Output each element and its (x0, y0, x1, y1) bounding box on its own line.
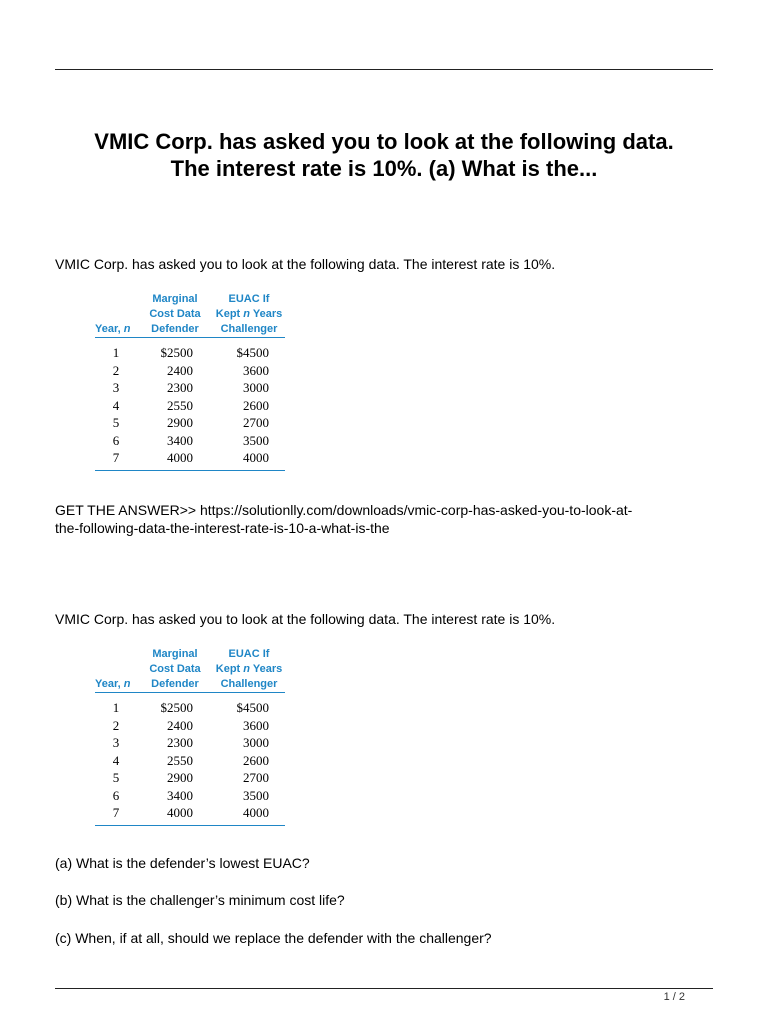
question-a: (a) What is the defender’s lowest EUAC? (55, 855, 310, 871)
table-row: 1 $2500 $4500 (112, 345, 269, 360)
header-year: Year, n (95, 678, 131, 690)
answer-line-1[interactable]: GET THE ANSWER>> https://solutionlly.com/downloads/vmic-corp-has-asked-you-to-look-at- (55, 502, 633, 518)
table-row: 6 3400 3500 (112, 787, 269, 803)
intro-paragraph-repeat: VMIC Corp. has asked you to look at the following data. The interest rate is 10%. (55, 611, 556, 627)
data-table-1 (95, 292, 285, 471)
page-title (55, 128, 713, 182)
table-row: 4 2550 2600 (112, 397, 269, 413)
table-row: 3 2300 3000 (112, 380, 269, 395)
table-body (95, 693, 285, 826)
answer-line-2[interactable]: the-following-data-the-interest-rate-is-10-a-what-is-the (55, 520, 390, 536)
table-row: 6 3400 3500 (112, 432, 269, 448)
title-line-2: The interest rate is 10%. (a) What is the... (170, 156, 598, 181)
page-number: 1 / 2 (663, 991, 685, 1003)
answer-link-paragraph[interactable] (55, 501, 715, 537)
header-challenger: EUAC If Kept n Years Challenger (215, 293, 283, 335)
header-challenger: EUAC If Kept n Years Challenger (215, 648, 283, 690)
table-row: 4 2550 2600 (112, 752, 269, 768)
data-table-2 (95, 647, 285, 826)
title-line-1: VMIC Corp. has asked you to look at the following data. (94, 129, 674, 154)
intro-paragraph: VMIC Corp. has asked you to look at the following data. The interest rate is 10%. (55, 256, 556, 272)
table-row: 3 2300 3000 (112, 735, 269, 750)
table-header (95, 292, 285, 338)
table-body (95, 338, 285, 471)
top-divider (55, 69, 713, 70)
table-row: 5 2900 2700 (112, 415, 269, 430)
table-row: 2 2400 3600 (112, 717, 269, 733)
table-row: 1 $2500 $4500 (112, 700, 269, 715)
table-row: 7 4000 4000 (112, 450, 269, 465)
bottom-divider (55, 988, 713, 989)
table-row: 7 4000 4000 (112, 805, 269, 820)
header-defender: Marginal Cost Data Defender (149, 293, 201, 335)
question-b: (b) What is the challenger’s minimum cost life? (55, 892, 345, 908)
header-defender: Marginal Cost Data Defender (149, 648, 201, 690)
table-header (95, 647, 285, 693)
table-row: 2 2400 3600 (112, 362, 269, 378)
header-year: Year, n (95, 323, 131, 335)
question-c: (c) When, if at all, should we replace the defender with the challenger? (55, 930, 492, 946)
table-row: 5 2900 2700 (112, 770, 269, 785)
